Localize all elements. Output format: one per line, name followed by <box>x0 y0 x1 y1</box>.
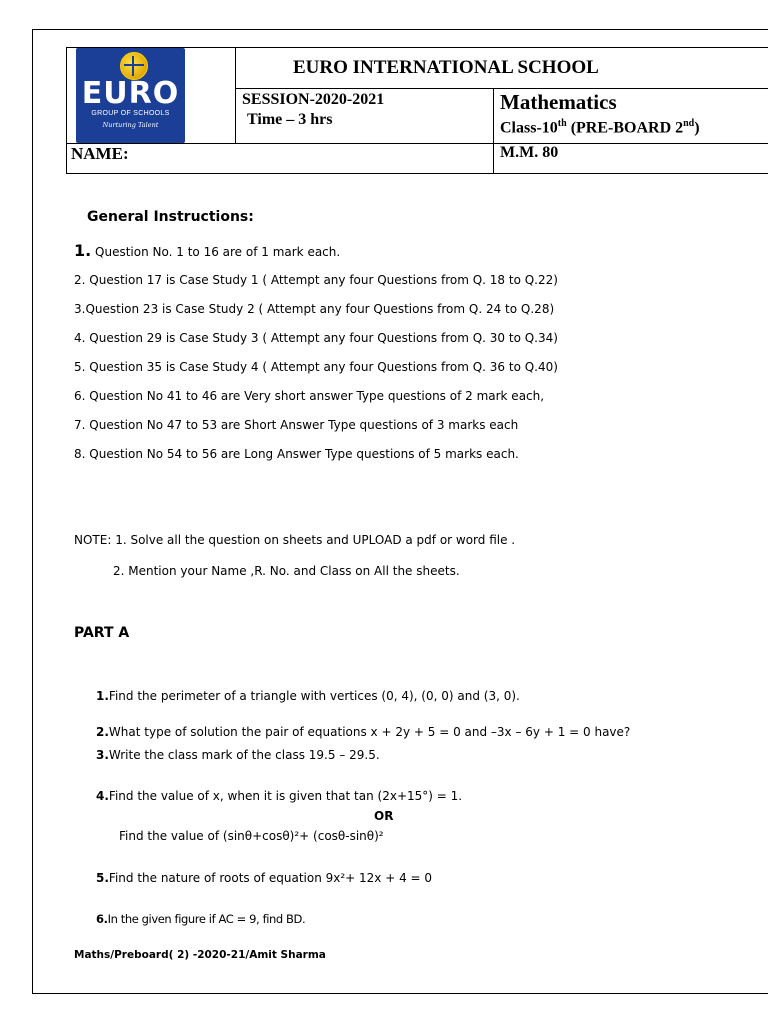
part-a-heading: PART A <box>74 625 130 641</box>
instruction-text: Question No. 1 to 16 are of 1 mark each. <box>91 245 341 259</box>
question-number: 1. <box>96 689 109 703</box>
page-footer: Maths/Preboard( 2) -2020-21/Amit Sharma <box>74 949 326 961</box>
question-number: 3. <box>96 748 109 762</box>
instruction-item: 6. Question No 41 to 46 are Very short answer Type questions of 2 mark each, <box>74 389 545 403</box>
instruction-item <box>74 241 340 260</box>
table-col-divider <box>493 88 494 174</box>
question-5 <box>96 871 432 885</box>
logo-tagline: Nurturing Talent <box>102 121 159 129</box>
class-superscript: th <box>557 118 567 129</box>
header-table <box>66 47 768 174</box>
max-marks: M.M. 80 <box>500 144 559 161</box>
question-4 <box>96 789 462 803</box>
question-6 <box>96 912 305 926</box>
question-text: Write the class mark of the class 19.5 – 29.5. <box>108 748 380 762</box>
instruction-item: 7. Question No 47 to 53 are Short Answer Type questions of 3 marks each <box>74 418 519 432</box>
instruction-item: 2. Question 17 is Case Study 1 ( Attempt any four Questions from Q. 18 to Q.22) <box>74 273 558 287</box>
school-logo <box>76 48 185 143</box>
class-suffix: ) <box>694 119 700 137</box>
table-left-border <box>66 47 67 174</box>
question-1 <box>96 689 520 703</box>
instructions-title: General Instructions: <box>87 209 254 225</box>
board-superscript: nd <box>683 118 695 129</box>
class-prefix: Class-10 <box>500 119 558 137</box>
question-text: Find the perimeter of a triangle with vertices (0, 4), (0, 0) and (3, 0). <box>108 689 520 703</box>
question-text: Find the value of x, when it is given that tan (2x+15°) = 1. <box>108 789 463 803</box>
question-number: 6. <box>96 912 108 926</box>
instruction-item: 3.Question 23 is Case Study 2 ( Attempt any four Questions from Q. 24 to Q.28) <box>74 302 555 316</box>
table-row-divider <box>66 143 768 144</box>
class-label <box>500 118 700 137</box>
question-3 <box>96 748 380 762</box>
name-label: NAME: <box>71 144 129 163</box>
instruction-item: 4. Question 29 is Case Study 3 ( Attempt any four Questions from Q. 30 to Q.34) <box>74 331 558 345</box>
question-number: 5. <box>96 871 109 885</box>
question-text: In the given figure if AC = 9, find BD. <box>107 912 306 926</box>
session-label: SESSION-2020-2021 <box>242 91 385 108</box>
question-number: 4. <box>96 789 109 803</box>
logo-group-text: GROUP OF SCHOOLS <box>91 110 170 117</box>
table-bottom-border <box>66 173 768 174</box>
question-4-alternative: Find the value of (sinθ+cosθ)²+ (cosθ-sinθ)² <box>119 829 384 843</box>
instruction-item: 8. Question No 54 to 56 are Long Answer Type questions of 5 marks each. <box>74 447 519 461</box>
table-row-divider <box>235 88 768 89</box>
class-board: (PRE-BOARD 2 <box>566 119 684 137</box>
question-text: What type of solution the pair of equations x + 2y + 5 = 0 and –3x – 6y + 1 = 0 have? <box>108 725 631 739</box>
time-label: Time – 3 hrs <box>247 111 333 128</box>
instruction-number: 1. <box>74 241 92 260</box>
note-line-1: NOTE: 1. Solve all the question on sheets and UPLOAD a pdf or word file . <box>74 533 516 547</box>
note-line-2: 2. Mention your Name ,R. No. and Class on All the sheets. <box>113 564 460 578</box>
question-2 <box>96 725 630 739</box>
subject-title: Mathematics <box>500 90 617 114</box>
school-name: EURO INTERNATIONAL SCHOOL <box>293 57 599 78</box>
instruction-item: 5. Question 35 is Case Study 4 ( Attempt any four Questions from Q. 36 to Q.40) <box>74 360 558 374</box>
logo-brand: EURO <box>81 76 180 111</box>
question-text: Find the nature of roots of equation 9x²+ 12x + 4 = 0 <box>108 871 433 885</box>
question-number: 2. <box>96 725 109 739</box>
or-label: OR <box>374 809 394 823</box>
